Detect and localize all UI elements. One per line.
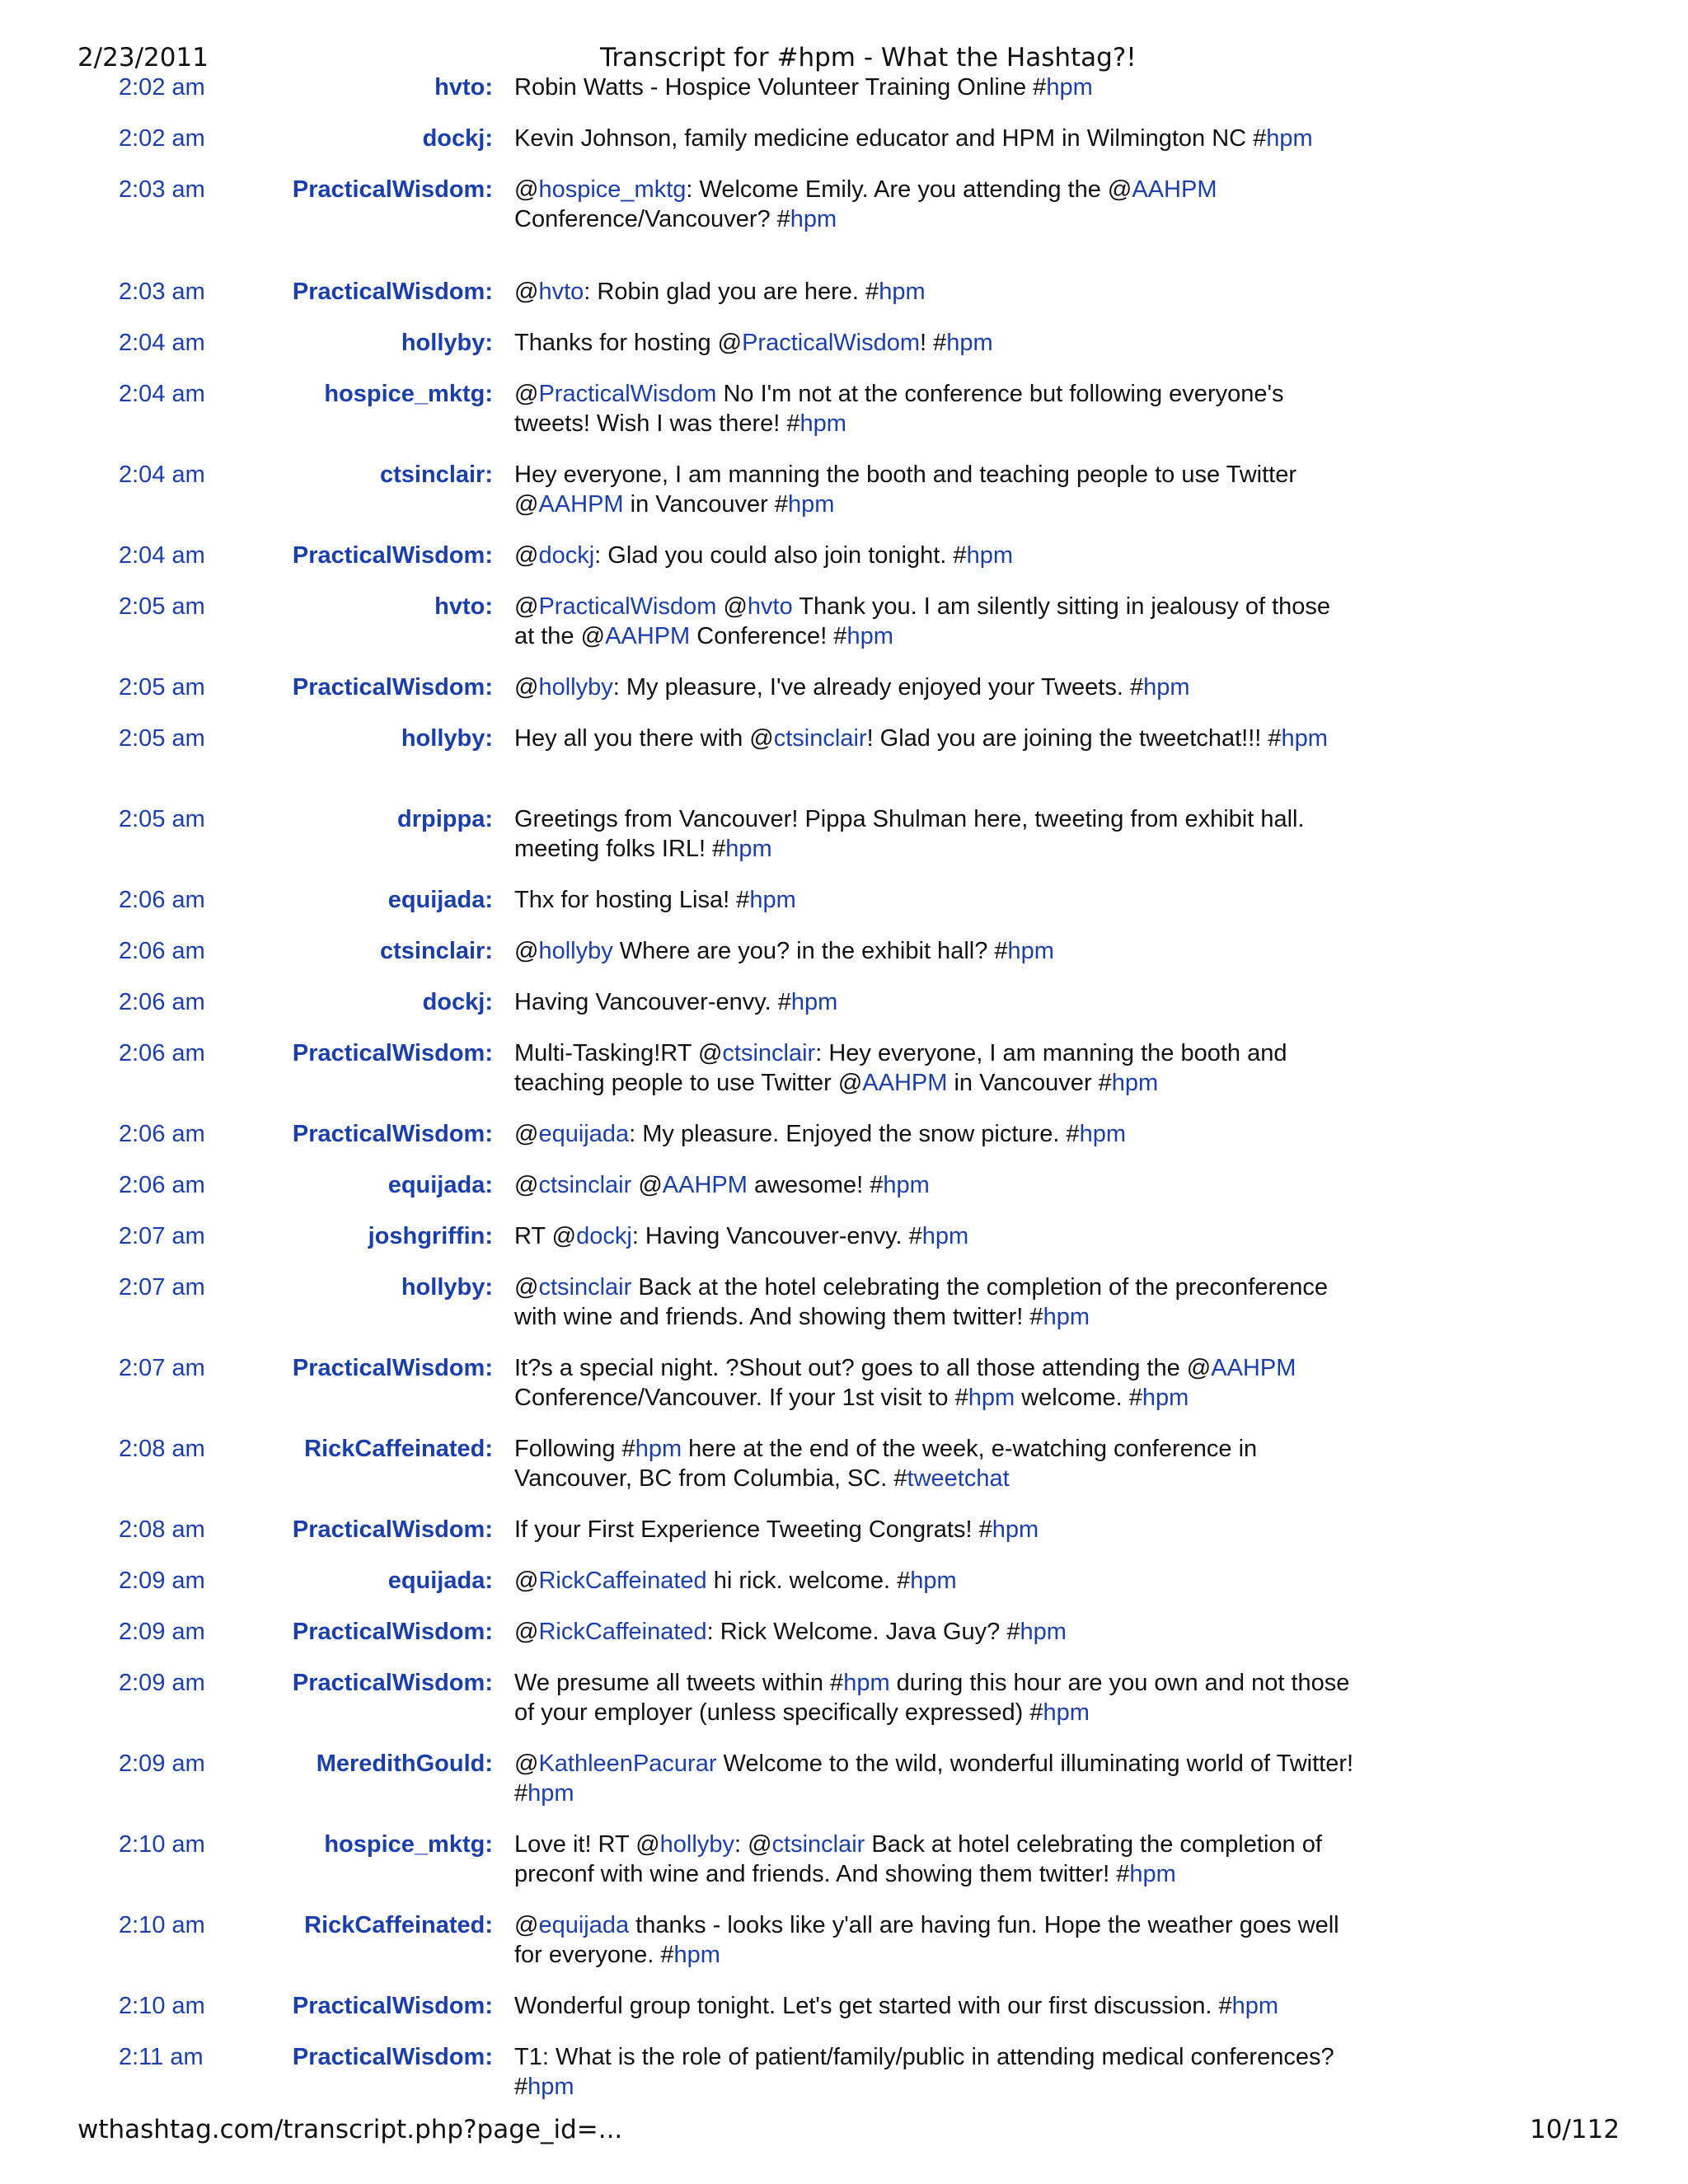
message-link[interactable]: hpm	[846, 623, 893, 649]
message-text-segment: : Robin glad you are here. #	[584, 279, 879, 305]
message-link[interactable]: hpm	[1007, 938, 1054, 964]
username-link[interactable]: hvto:	[434, 74, 493, 101]
message-time-link[interactable]: 2:09 am	[119, 1670, 205, 1696]
message-link[interactable]: hpm	[1020, 1619, 1067, 1645]
message-text	[514, 724, 1355, 753]
message-text	[514, 1830, 1355, 1889]
message-text-segment: : Glad you could also join tonight. #	[594, 542, 967, 569]
message-link[interactable]: hvto	[747, 593, 793, 620]
message-time-link[interactable]: 2:10 am	[119, 1912, 205, 1938]
message-text	[514, 936, 1355, 966]
message-text-segment: @	[514, 593, 539, 620]
message-text-segment: If your First Experience Tweeting Congrats! #	[514, 1516, 992, 1543]
message-link[interactable]: hpm	[1111, 1070, 1159, 1096]
message-link[interactable]: hpm	[790, 206, 837, 232]
message-text-segment: Hey everyone, I am manning the booth and teaching people to use Twitter @	[514, 462, 1297, 518]
username-link[interactable]: hollyby:	[401, 330, 493, 356]
message-link[interactable]: AAHPM	[1211, 1355, 1296, 1381]
username-link[interactable]: equijada:	[387, 1568, 493, 1594]
username-link[interactable]: PracticalWisdom:	[292, 1670, 493, 1696]
message-text-segment: Hey all you there with @	[514, 725, 774, 752]
message-text-segment: @	[514, 1568, 539, 1594]
message-text	[514, 1991, 1355, 2021]
username-link[interactable]: PracticalWisdom:	[292, 1993, 493, 2019]
message-link[interactable]: ctsinclair	[538, 1274, 632, 1301]
message-text-segment: @	[514, 1912, 539, 1938]
message-text-segment: @	[514, 279, 539, 305]
message-link[interactable]: hollyby	[538, 674, 613, 701]
message-link[interactable]: ctsinclair	[773, 725, 867, 752]
message-text	[514, 124, 1355, 153]
message-link[interactable]: hpm	[799, 410, 846, 437]
message-link[interactable]: equijada	[538, 1121, 630, 1147]
message-time-link[interactable]: 2:06 am	[119, 938, 205, 964]
message-text-segment: : Welcome Emily. Are you attending the @	[686, 176, 1132, 203]
message-time-link[interactable]: 2:04 am	[119, 381, 205, 407]
message-text	[514, 1749, 1355, 1808]
message-text-segment: Greetings from Vancouver! Pippa Shulman here, tweeting from exhibit hall. meeting folks IRL! #	[514, 806, 1305, 862]
message-link[interactable]: RickCaffeinated	[538, 1619, 707, 1645]
username-link[interactable]: drpippa:	[397, 806, 493, 832]
message-link[interactable]: hpm	[1079, 1121, 1126, 1147]
message-text-segment: Back at hotel celebrating the completion of preconf with wine and friends. And showing them twitter! #	[514, 1831, 1322, 1887]
message-time-link[interactable]: 2:04 am	[119, 542, 205, 569]
message-link[interactable]: equijada	[538, 1912, 630, 1938]
message-text	[514, 1170, 1355, 1200]
message-link[interactable]: hpm	[946, 330, 993, 356]
username-link[interactable]: PracticalWisdom:	[292, 279, 493, 305]
message-text-segment: in Vancouver #	[947, 1070, 1112, 1096]
message-text-segment: @	[716, 593, 748, 620]
username-link[interactable]: ctsinclair:	[380, 938, 493, 964]
message-text	[514, 673, 1355, 702]
message-time-link[interactable]: 2:03 am	[119, 176, 205, 203]
message-link[interactable]: KathleenPacurar	[538, 1750, 717, 1777]
message-text-segment: Thx for hosting Lisa! #	[514, 887, 750, 913]
page-title: Transcript for #hpm - What the Hashtag?!	[600, 43, 1137, 73]
username-link[interactable]: RickCaffeinated:	[304, 1436, 493, 1462]
message-link[interactable]: PracticalWisdom	[538, 593, 717, 620]
message-link[interactable]: hpm	[1129, 1861, 1176, 1887]
message-time-link[interactable]: 2:06 am	[119, 887, 205, 913]
message-text-segment: welcome. #	[1015, 1385, 1142, 1411]
username-link[interactable]: hospice_mktg:	[324, 1831, 493, 1858]
footer-url: wthashtag.com/transcript.php?page_id=...	[77, 2115, 623, 2144]
message-text-segment: @	[514, 1750, 539, 1777]
message-link[interactable]: hpm	[883, 1172, 930, 1198]
message-text-segment: : Hey everyone, I am manning the booth and teaching people to use Twitter @	[514, 1040, 1287, 1096]
username-link[interactable]: PracticalWisdom:	[292, 674, 493, 701]
message-time-link[interactable]: 2:04 am	[119, 330, 205, 356]
message-time-link[interactable]: 2:03 am	[119, 279, 205, 305]
username-link[interactable]: hospice_mktg:	[324, 381, 493, 407]
message-text	[514, 1119, 1355, 1149]
message-text-segment: here at the end of the week, e-watching conference in Vancouver, BC from Columbia, SC. #	[514, 1436, 1258, 1492]
message-text-segment: Back at the hotel celebrating the completion of the preconference with wine and friends. And showing them twitter! #	[514, 1274, 1329, 1330]
message-link[interactable]: hpm	[966, 542, 1013, 569]
message-text-segment: Thanks for hosting @	[514, 330, 743, 356]
message-text-segment: hi rick. welcome. #	[706, 1568, 911, 1594]
message-link[interactable]: AAHPM	[605, 623, 691, 649]
message-text-segment: No I'm not at the conference but following everyone's tweets! Wish I was there! #	[514, 381, 1284, 437]
message-link[interactable]: hollyby	[538, 938, 613, 964]
message-link[interactable]: hpm	[879, 279, 926, 305]
message-text	[514, 1272, 1355, 1332]
message-text	[514, 175, 1355, 234]
username-link[interactable]: PracticalWisdom:	[292, 542, 493, 569]
message-text-segment: @	[514, 1274, 539, 1301]
message-text-segment: : My pleasure, I've already enjoyed your Tweets. #	[612, 674, 1144, 701]
message-time-link[interactable]: 2:06 am	[119, 1172, 205, 1198]
message-time-link[interactable]: 2:08 am	[119, 1516, 205, 1543]
message-time-link[interactable]: 2:07 am	[119, 1274, 205, 1301]
message-text-segment: @	[514, 381, 539, 407]
message-text-segment: @	[514, 542, 539, 569]
message-text-segment: We presume all tweets within #	[514, 1670, 844, 1696]
message-time-link[interactable]: 2:05 am	[119, 674, 205, 701]
message-link[interactable]: hpm	[1266, 125, 1313, 152]
message-text-segment: Conference! #	[690, 623, 847, 649]
message-link[interactable]: hpm	[528, 2074, 574, 2100]
message-text	[514, 1515, 1355, 1544]
message-time-link[interactable]: 2:02 am	[119, 125, 205, 152]
message-link[interactable]: hpm	[635, 1436, 682, 1462]
message-text-segment: Kevin Johnson, family medicine educator and HPM in Wilmington NC #	[514, 125, 1267, 152]
message-text-segment: Thank you. I am silently sitting in jealousy of those at the @	[514, 593, 1331, 649]
message-text-segment: @	[514, 674, 539, 701]
message-time-link[interactable]: 2:10 am	[119, 1831, 205, 1858]
message-link[interactable]: AAHPM	[862, 1070, 948, 1096]
page-date: 2/23/2011	[77, 43, 209, 73]
message-link[interactable]: hpm	[1281, 725, 1328, 752]
username-link[interactable]: MeredithGould:	[316, 1750, 493, 1777]
message-text	[514, 1221, 1355, 1251]
message-text-segment: Following #	[514, 1436, 635, 1462]
message-text	[514, 73, 1355, 102]
message-text-segment: Conference/Vancouver. If your 1st visit to #	[514, 1385, 968, 1411]
username-link[interactable]: PracticalWisdom:	[292, 2044, 493, 2070]
message-text	[514, 1668, 1355, 1727]
message-text	[514, 1353, 1355, 1413]
message-link[interactable]: hpm	[843, 1670, 890, 1696]
username-link[interactable]: hollyby:	[401, 1274, 493, 1301]
message-link[interactable]: AAHPM	[538, 491, 624, 518]
message-text-segment: awesome! #	[747, 1172, 884, 1198]
message-text	[514, 1566, 1355, 1596]
message-link[interactable]: hpm	[921, 1223, 969, 1249]
message-time-link[interactable]: 2:06 am	[119, 1121, 205, 1147]
message-text	[514, 1038, 1355, 1098]
message-text	[514, 1910, 1355, 1970]
message-time-link[interactable]: 2:08 am	[119, 1436, 205, 1462]
message-text	[514, 277, 1355, 307]
message-time-link[interactable]: 2:07 am	[119, 1355, 205, 1381]
message-text-segment: Robin Watts - Hospice Volunteer Training Online #	[514, 74, 1047, 101]
message-text-segment: : Having Vancouver-envy. #	[631, 1223, 922, 1249]
message-link[interactable]: ctsinclair	[771, 1831, 865, 1858]
message-time-link[interactable]: 2:09 am	[119, 1568, 205, 1594]
message-link[interactable]: hpm	[1231, 1993, 1279, 2019]
message-link[interactable]: hollyby	[659, 1831, 734, 1858]
username-link[interactable]: joshgriffin:	[368, 1223, 493, 1249]
message-text-segment: ! Glad you are joining the tweetchat!!! #	[866, 725, 1282, 752]
message-time-link[interactable]: 2:06 am	[119, 989, 205, 1015]
message-text-segment: thanks - looks like y'all are having fun. Hope the weather goes well for everyone. #	[514, 1912, 1339, 1968]
username-link[interactable]: RickCaffeinated:	[304, 1912, 493, 1938]
message-text-segment: @	[514, 938, 539, 964]
message-text-segment: during this hour are you own and not those of your employer (unless specifically expressed) #	[514, 1670, 1350, 1726]
message-link[interactable]: hpm	[1142, 1385, 1189, 1411]
message-text	[514, 1617, 1355, 1647]
message-text	[514, 460, 1355, 519]
message-text	[514, 804, 1355, 864]
message-link[interactable]: hospice_mktg	[538, 176, 687, 203]
message-link[interactable]: hvto	[538, 279, 584, 305]
message-link[interactable]: AAHPM	[1132, 176, 1217, 203]
message-link[interactable]: hpm	[1043, 1304, 1090, 1330]
message-text	[514, 2042, 1355, 2102]
message-text-segment: in Vancouver #	[623, 491, 788, 518]
message-link[interactable]: hpm	[528, 1780, 574, 1807]
message-text-segment: : @	[734, 1831, 772, 1858]
message-text-segment: Love it! RT @	[514, 1831, 660, 1858]
message-text-segment: Multi-Tasking!RT @	[514, 1040, 723, 1066]
message-link[interactable]: hpm	[910, 1568, 957, 1594]
message-text-segment: It?s a special night. ?Shout out? goes to all those attending the @	[514, 1355, 1212, 1381]
message-link[interactable]: RickCaffeinated	[538, 1568, 707, 1594]
message-link[interactable]: hpm	[968, 1385, 1015, 1411]
message-link[interactable]: hpm	[1143, 674, 1190, 701]
message-text	[514, 1434, 1355, 1493]
message-time-link[interactable]: 2:05 am	[119, 593, 205, 620]
message-text	[514, 592, 1355, 651]
message-text-segment: Welcome to the wild, wonderful illuminating world of Twitter! #	[514, 1750, 1354, 1807]
message-link[interactable]: ctsinclair	[538, 1172, 632, 1198]
message-link[interactable]: hpm	[1043, 1699, 1090, 1726]
username-link[interactable]: PracticalWisdom:	[292, 1619, 493, 1645]
message-text-segment: Conference/Vancouver? #	[514, 206, 790, 232]
message-time-link[interactable]: 2:04 am	[119, 462, 205, 488]
message-link[interactable]: ctsinclair	[722, 1040, 816, 1066]
message-text-segment: @	[514, 176, 539, 203]
message-time-link[interactable]: 2:10 am	[119, 1993, 205, 2019]
message-text-segment: Having Vancouver-envy. #	[514, 989, 791, 1015]
message-link[interactable]: PracticalWisdom	[538, 381, 717, 407]
message-text-segment: : My pleasure. Enjoyed the snow picture. #	[629, 1121, 1080, 1147]
message-text-segment: T1: What is the role of patient/family/public in attending medical conferences? #	[514, 2044, 1334, 2100]
username-link[interactable]: dockj:	[422, 125, 493, 152]
username-link[interactable]: PracticalWisdom:	[292, 176, 493, 203]
message-text	[514, 328, 1355, 358]
username-link[interactable]: PracticalWisdom:	[292, 1121, 493, 1147]
message-text-segment: @	[514, 1172, 539, 1198]
message-link[interactable]: dockj	[576, 1223, 632, 1249]
message-text-segment: @	[514, 1619, 539, 1645]
username-link[interactable]: dockj:	[422, 989, 493, 1015]
message-link[interactable]: hpm	[787, 491, 835, 518]
username-link[interactable]: PracticalWisdom:	[292, 1516, 493, 1543]
message-time-link[interactable]: 2:11 am	[119, 2044, 204, 2070]
message-link[interactable]: PracticalWisdom	[742, 330, 921, 356]
message-text-segment: Where are you? in the exhibit hall? #	[612, 938, 1008, 964]
message-time-link[interactable]: 2:07 am	[119, 1223, 205, 1249]
username-link[interactable]: equijada:	[387, 887, 493, 913]
username-link[interactable]: equijada:	[387, 1172, 493, 1198]
message-link[interactable]: hpm	[992, 1516, 1039, 1543]
message-text-segment: : Rick Welcome. Java Guy? #	[706, 1619, 1020, 1645]
username-link[interactable]: PracticalWisdom:	[292, 1355, 493, 1381]
username-link[interactable]: ctsinclair:	[380, 462, 493, 488]
message-text	[514, 885, 1355, 915]
message-text-segment: ! #	[920, 330, 947, 356]
message-link[interactable]: dockj	[538, 542, 595, 569]
page-number: 10/112	[1530, 2115, 1620, 2144]
username-link[interactable]: PracticalWisdom:	[292, 1040, 493, 1066]
message-time-link[interactable]: 2:02 am	[119, 74, 205, 101]
message-time-link[interactable]: 2:09 am	[119, 1619, 205, 1645]
message-link[interactable]: hpm	[725, 836, 772, 862]
message-text	[514, 987, 1355, 1017]
message-text-segment: @	[514, 1121, 539, 1147]
message-text-segment: RT @	[514, 1223, 577, 1249]
username-link[interactable]: hvto:	[434, 593, 493, 620]
username-link[interactable]: hollyby:	[401, 725, 493, 752]
message-text	[514, 379, 1355, 438]
message-time-link[interactable]: 2:05 am	[119, 725, 205, 752]
message-time-link[interactable]: 2:06 am	[119, 1040, 205, 1066]
message-link[interactable]: hpm	[749, 887, 796, 913]
message-link[interactable]: hpm	[1046, 74, 1093, 101]
message-text	[514, 541, 1355, 570]
message-text-segment: Wonderful group tonight. Let's get started with our first discussion. #	[514, 1993, 1232, 2019]
message-time-link[interactable]: 2:05 am	[119, 806, 205, 832]
message-link[interactable]: hpm	[790, 989, 838, 1015]
message-link[interactable]: AAHPM	[662, 1172, 748, 1198]
message-link[interactable]: hpm	[673, 1942, 720, 1968]
message-time-link[interactable]: 2:09 am	[119, 1750, 205, 1777]
message-text-segment: @	[631, 1172, 663, 1198]
message-link[interactable]: tweetchat	[907, 1465, 1010, 1492]
